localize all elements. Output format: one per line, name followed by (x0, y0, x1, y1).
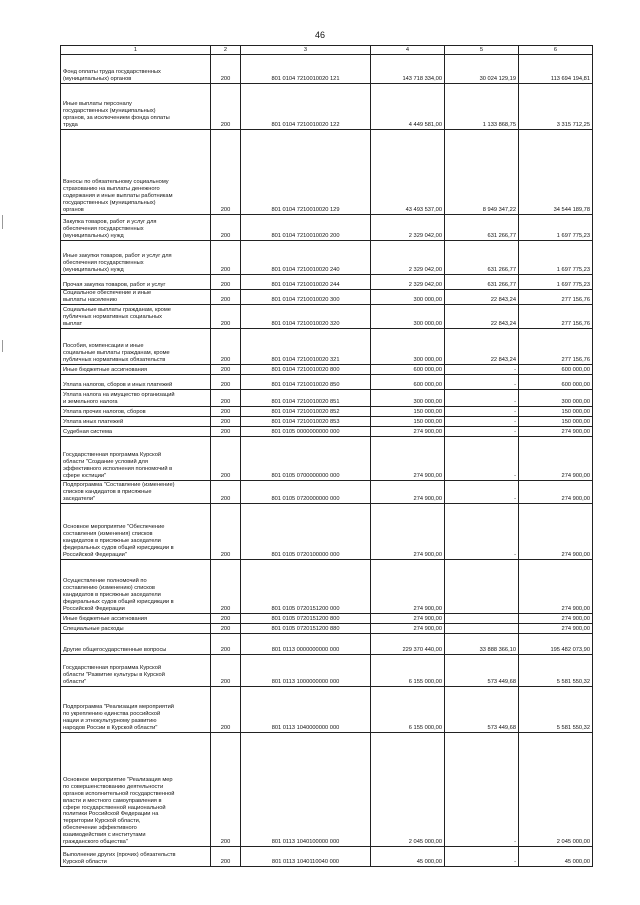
approved-amount-cell: 45 000,00 (371, 847, 445, 867)
budget-code-cell: 801 0105 0720000000 000 (241, 481, 371, 504)
row-name-cell: Основное мероприятие "Реализация мер по совершенствованию деятельности органов исполнительной государственной власти и местного самоуправления в сфере государственной национальной политики Российской Федерации на территории Курской области, обеспечение эффективного взаимодействия с институтами гражданского общества" (61, 733, 211, 847)
row-code-cell: 200 (211, 417, 241, 427)
row-code-cell: 200 (211, 275, 241, 290)
executed-amount-cell: - (445, 407, 519, 417)
remaining-amount-cell: 274 900,00 (519, 504, 593, 560)
executed-amount-cell: 631 266,77 (445, 275, 519, 290)
table-row (61, 560, 593, 614)
table-row (61, 375, 593, 390)
budget-code-cell: 801 0113 1040000000 000 (241, 687, 371, 733)
budget-code-cell: 801 0113 1040100000 000 (241, 733, 371, 847)
row-name-cell: Выполнение других (прочих) обязательств Курской области (61, 847, 211, 867)
budget-code-cell: 801 0105 0720151200 880 (241, 624, 371, 634)
row-name-cell: Уплата иных платежей (61, 417, 211, 427)
executed-amount-cell: - (445, 733, 519, 847)
approved-amount-cell: 274 900,00 (371, 504, 445, 560)
budget-code-cell: 801 0104 7210010020 122 (241, 84, 371, 130)
row-code-cell: 200 (211, 437, 241, 481)
remaining-amount-cell: 1 697 775,23 (519, 215, 593, 241)
row-name-cell: Фонд оплаты труда государственных (муниципальных) органов (61, 55, 211, 84)
approved-amount-cell: 2 329 042,00 (371, 215, 445, 241)
row-code-cell: 200 (211, 84, 241, 130)
row-code-cell: 200 (211, 481, 241, 504)
approved-amount-cell: 600 000,00 (371, 365, 445, 375)
budget-code-cell: 801 0104 7210010020 121 (241, 55, 371, 84)
approved-amount-cell: 150 000,00 (371, 407, 445, 417)
table-row (61, 275, 593, 290)
column-header: 3 (241, 46, 371, 55)
row-code-cell: 200 (211, 290, 241, 305)
approved-amount-cell: 143 718 334,00 (371, 55, 445, 84)
row-code-cell: 200 (211, 215, 241, 241)
row-name-cell: Пособия, компенсации и иные социальные выплаты гражданам, кроме публичных нормативных обязательств (61, 329, 211, 365)
approved-amount-cell: 6 155 000,00 (371, 655, 445, 687)
budget-code-cell: 801 0104 7210010020 800 (241, 365, 371, 375)
column-header: 1 (61, 46, 211, 55)
approved-amount-cell: 274 900,00 (371, 481, 445, 504)
budget-code-cell: 801 0113 1040110040 000 (241, 847, 371, 867)
remaining-amount-cell: 1 697 775,23 (519, 241, 593, 275)
remaining-amount-cell: 5 581 550,32 (519, 687, 593, 733)
remaining-amount-cell: 5 581 550,32 (519, 655, 593, 687)
executed-amount-cell: - (445, 365, 519, 375)
remaining-amount-cell: 274 900,00 (519, 560, 593, 614)
remaining-amount-cell: 274 900,00 (519, 481, 593, 504)
table-row (61, 417, 593, 427)
approved-amount-cell: 229 370 440,00 (371, 634, 445, 655)
executed-amount-cell: 573 449,68 (445, 655, 519, 687)
approved-amount-cell: 600 000,00 (371, 375, 445, 390)
executed-amount-cell: - (445, 504, 519, 560)
executed-amount-cell (445, 624, 519, 634)
row-name-cell: Уплата налога на имущество организаций и земельного налога (61, 390, 211, 407)
scan-edge-mark (2, 340, 3, 352)
budget-code-cell: 801 0104 7210010020 852 (241, 407, 371, 417)
row-code-cell: 200 (211, 614, 241, 624)
executed-amount-cell: 30 024 129,19 (445, 55, 519, 84)
row-code-cell: 200 (211, 624, 241, 634)
table-row (61, 329, 593, 365)
table-header-row (61, 46, 593, 55)
remaining-amount-cell: 600 000,00 (519, 365, 593, 375)
row-code-cell: 200 (211, 655, 241, 687)
remaining-amount-cell: 274 900,00 (519, 427, 593, 437)
table-row (61, 437, 593, 481)
budget-code-cell: 801 0104 7210010020 321 (241, 329, 371, 365)
row-name-cell: Закупка товаров, работ и услуг для обеспечения государственных (муниципальных) нужд (61, 215, 211, 241)
remaining-amount-cell: 3 315 712,25 (519, 84, 593, 130)
approved-amount-cell: 300 000,00 (371, 305, 445, 329)
executed-amount-cell (445, 614, 519, 624)
remaining-amount-cell: 600 000,00 (519, 375, 593, 390)
row-code-cell: 200 (211, 55, 241, 84)
row-name-cell: Осуществление полномочий по составлению (изменению) списков кандидатов в присяжные заседатели федеральных судов общей юрисдикции в Российской Федерации (61, 560, 211, 614)
row-name-cell: Другие общегосударственные вопросы (61, 634, 211, 655)
remaining-amount-cell: 150 000,00 (519, 407, 593, 417)
executed-amount-cell: 631 266,77 (445, 215, 519, 241)
budget-code-cell: 801 0104 7210010020 851 (241, 390, 371, 407)
row-name-cell: Уплата налогов, сборов и иных платежей (61, 375, 211, 390)
row-code-cell: 200 (211, 375, 241, 390)
executed-amount-cell: - (445, 481, 519, 504)
table-row (61, 365, 593, 375)
approved-amount-cell: 274 900,00 (371, 560, 445, 614)
table-row (61, 84, 593, 130)
executed-amount-cell: - (445, 375, 519, 390)
row-code-cell: 200 (211, 504, 241, 560)
table-row (61, 407, 593, 417)
executed-amount-cell: 22 843,24 (445, 290, 519, 305)
remaining-amount-cell: 277 156,76 (519, 290, 593, 305)
budget-code-cell: 801 0105 0000000000 000 (241, 427, 371, 437)
budget-code-cell: 801 0105 0700000000 000 (241, 437, 371, 481)
row-name-cell: Специальные расходы (61, 624, 211, 634)
budget-code-cell: 801 0105 0720151200 000 (241, 560, 371, 614)
budget-code-cell: 801 0105 0720100000 000 (241, 504, 371, 560)
approved-amount-cell: 274 900,00 (371, 624, 445, 634)
row-name-cell: Иные закупки товаров, работ и услуг для обеспечения государственных (муниципальных) нужд (61, 241, 211, 275)
table-row (61, 634, 593, 655)
row-code-cell: 200 (211, 560, 241, 614)
row-name-cell: Подпрограмма "Составление (изменение) списков кандидатов в присяжные заседатели" (61, 481, 211, 504)
row-code-cell: 200 (211, 130, 241, 215)
remaining-amount-cell: 274 900,00 (519, 624, 593, 634)
budget-code-cell: 801 0104 7210010020 850 (241, 375, 371, 390)
remaining-amount-cell: 277 156,76 (519, 329, 593, 365)
table-row (61, 481, 593, 504)
row-code-cell: 200 (211, 365, 241, 375)
approved-amount-cell: 2 045 000,00 (371, 733, 445, 847)
table-row (61, 305, 593, 329)
row-name-cell: Государственная программа Курской области "Создание условий для эффективного исполнения полномочий в сфере юстиции" (61, 437, 211, 481)
approved-amount-cell: 300 000,00 (371, 290, 445, 305)
budget-code-cell: 801 0104 7210010020 240 (241, 241, 371, 275)
executed-amount-cell: 631 266,77 (445, 241, 519, 275)
executed-amount-cell: 22 843,24 (445, 329, 519, 365)
approved-amount-cell: 300 000,00 (371, 329, 445, 365)
budget-code-cell: 801 0113 1000000000 000 (241, 655, 371, 687)
executed-amount-cell: - (445, 390, 519, 407)
budget-code-cell: 801 0104 7210010020 300 (241, 290, 371, 305)
approved-amount-cell: 2 329 042,00 (371, 275, 445, 290)
budget-code-cell: 801 0104 7210010020 244 (241, 275, 371, 290)
budget-code-cell: 801 0104 7210010020 853 (241, 417, 371, 427)
scan-edge-mark (2, 215, 3, 229)
approved-amount-cell: 4 449 581,00 (371, 84, 445, 130)
remaining-amount-cell: 277 156,76 (519, 305, 593, 329)
executed-amount-cell (445, 560, 519, 614)
budget-code-cell: 801 0104 7210010020 320 (241, 305, 371, 329)
approved-amount-cell: 274 900,00 (371, 427, 445, 437)
column-header: 5 (445, 46, 519, 55)
executed-amount-cell: 1 133 868,75 (445, 84, 519, 130)
table-row (61, 390, 593, 407)
column-header: 6 (519, 46, 593, 55)
table-row (61, 427, 593, 437)
remaining-amount-cell: 1 697 775,23 (519, 275, 593, 290)
executed-amount-cell: 8 949 347,22 (445, 130, 519, 215)
approved-amount-cell: 6 155 000,00 (371, 687, 445, 733)
remaining-amount-cell: 2 045 000,00 (519, 733, 593, 847)
row-code-cell: 200 (211, 407, 241, 417)
executed-amount-cell: - (445, 847, 519, 867)
table-row (61, 687, 593, 733)
row-code-cell: 200 (211, 329, 241, 365)
approved-amount-cell: 274 900,00 (371, 614, 445, 624)
remaining-amount-cell: 274 900,00 (519, 614, 593, 624)
table-row (61, 55, 593, 84)
row-name-cell: Государственная программа Курской области "Развитие культуры в Курской области" (61, 655, 211, 687)
table-row (61, 624, 593, 634)
table-row (61, 655, 593, 687)
remaining-amount-cell: 113 694 194,81 (519, 55, 593, 84)
budget-code-cell: 801 0104 7210010020 129 (241, 130, 371, 215)
approved-amount-cell: 43 493 537,00 (371, 130, 445, 215)
row-name-cell: Иные бюджетные ассигнования (61, 365, 211, 375)
approved-amount-cell: 150 000,00 (371, 417, 445, 427)
row-code-cell: 200 (211, 847, 241, 867)
approved-amount-cell: 2 329 042,00 (371, 241, 445, 275)
row-code-cell: 200 (211, 687, 241, 733)
table-row (61, 733, 593, 847)
row-code-cell: 200 (211, 305, 241, 329)
row-name-cell: Подпрограмма "Реализация мероприятий по укреплению единства российской нации и этнокультурному развитию народов России в Курской области" (61, 687, 211, 733)
row-name-cell: Судебная система (61, 427, 211, 437)
table-row (61, 614, 593, 624)
budget-code-cell: 801 0105 0720151200 800 (241, 614, 371, 624)
row-name-cell: Социальные выплаты гражданам, кроме публичных нормативных социальных выплат (61, 305, 211, 329)
table-row (61, 847, 593, 867)
row-code-cell: 200 (211, 733, 241, 847)
executed-amount-cell: - (445, 417, 519, 427)
page-number: 46 (314, 30, 325, 40)
row-name-cell: Прочая закупка товаров, работ и услуг (61, 275, 211, 290)
row-code-cell: 200 (211, 390, 241, 407)
budget-table (60, 45, 593, 867)
executed-amount-cell: 22 843,24 (445, 305, 519, 329)
row-code-cell: 200 (211, 634, 241, 655)
approved-amount-cell: 274 900,00 (371, 437, 445, 481)
row-code-cell: 200 (211, 241, 241, 275)
executed-amount-cell: - (445, 427, 519, 437)
executed-amount-cell: 33 888 366,10 (445, 634, 519, 655)
remaining-amount-cell: 195 482 073,90 (519, 634, 593, 655)
row-name-cell: Иные бюджетные ассигнования (61, 614, 211, 624)
executed-amount-cell: 573 449,68 (445, 687, 519, 733)
executed-amount-cell: - (445, 437, 519, 481)
column-header: 2 (211, 46, 241, 55)
row-name-cell: Уплата прочих налогов, сборов (61, 407, 211, 417)
remaining-amount-cell: 34 544 189,78 (519, 130, 593, 215)
table-row (61, 504, 593, 560)
row-code-cell: 200 (211, 427, 241, 437)
budget-code-cell: 801 0113 0000000000 000 (241, 634, 371, 655)
table-row (61, 290, 593, 305)
remaining-amount-cell: 45 000,00 (519, 847, 593, 867)
table-row (61, 130, 593, 215)
remaining-amount-cell: 150 000,00 (519, 417, 593, 427)
row-name-cell: Иные выплаты персоналу государственных (муниципальных) органов, за исключением фонда оплаты труда (61, 84, 211, 130)
budget-code-cell: 801 0104 7210010020 200 (241, 215, 371, 241)
approved-amount-cell: 300 000,00 (371, 390, 445, 407)
remaining-amount-cell: 274 900,00 (519, 437, 593, 481)
table-row (61, 215, 593, 241)
table-row (61, 241, 593, 275)
row-name-cell: Основное мероприятие "Обеспечение составления (изменения) списков кандидатов в присяжные заседатели федеральных судов общей юрисдикции в Российской Федерации" (61, 504, 211, 560)
remaining-amount-cell: 300 000,00 (519, 390, 593, 407)
row-name-cell: Социальное обеспечение и иные выплаты населению (61, 290, 211, 305)
row-name-cell: Взносы по обязательному социальному страхованию на выплаты денежного содержания и иные выплаты работникам государственных (муниципальных) органов (61, 130, 211, 215)
column-header: 4 (371, 46, 445, 55)
